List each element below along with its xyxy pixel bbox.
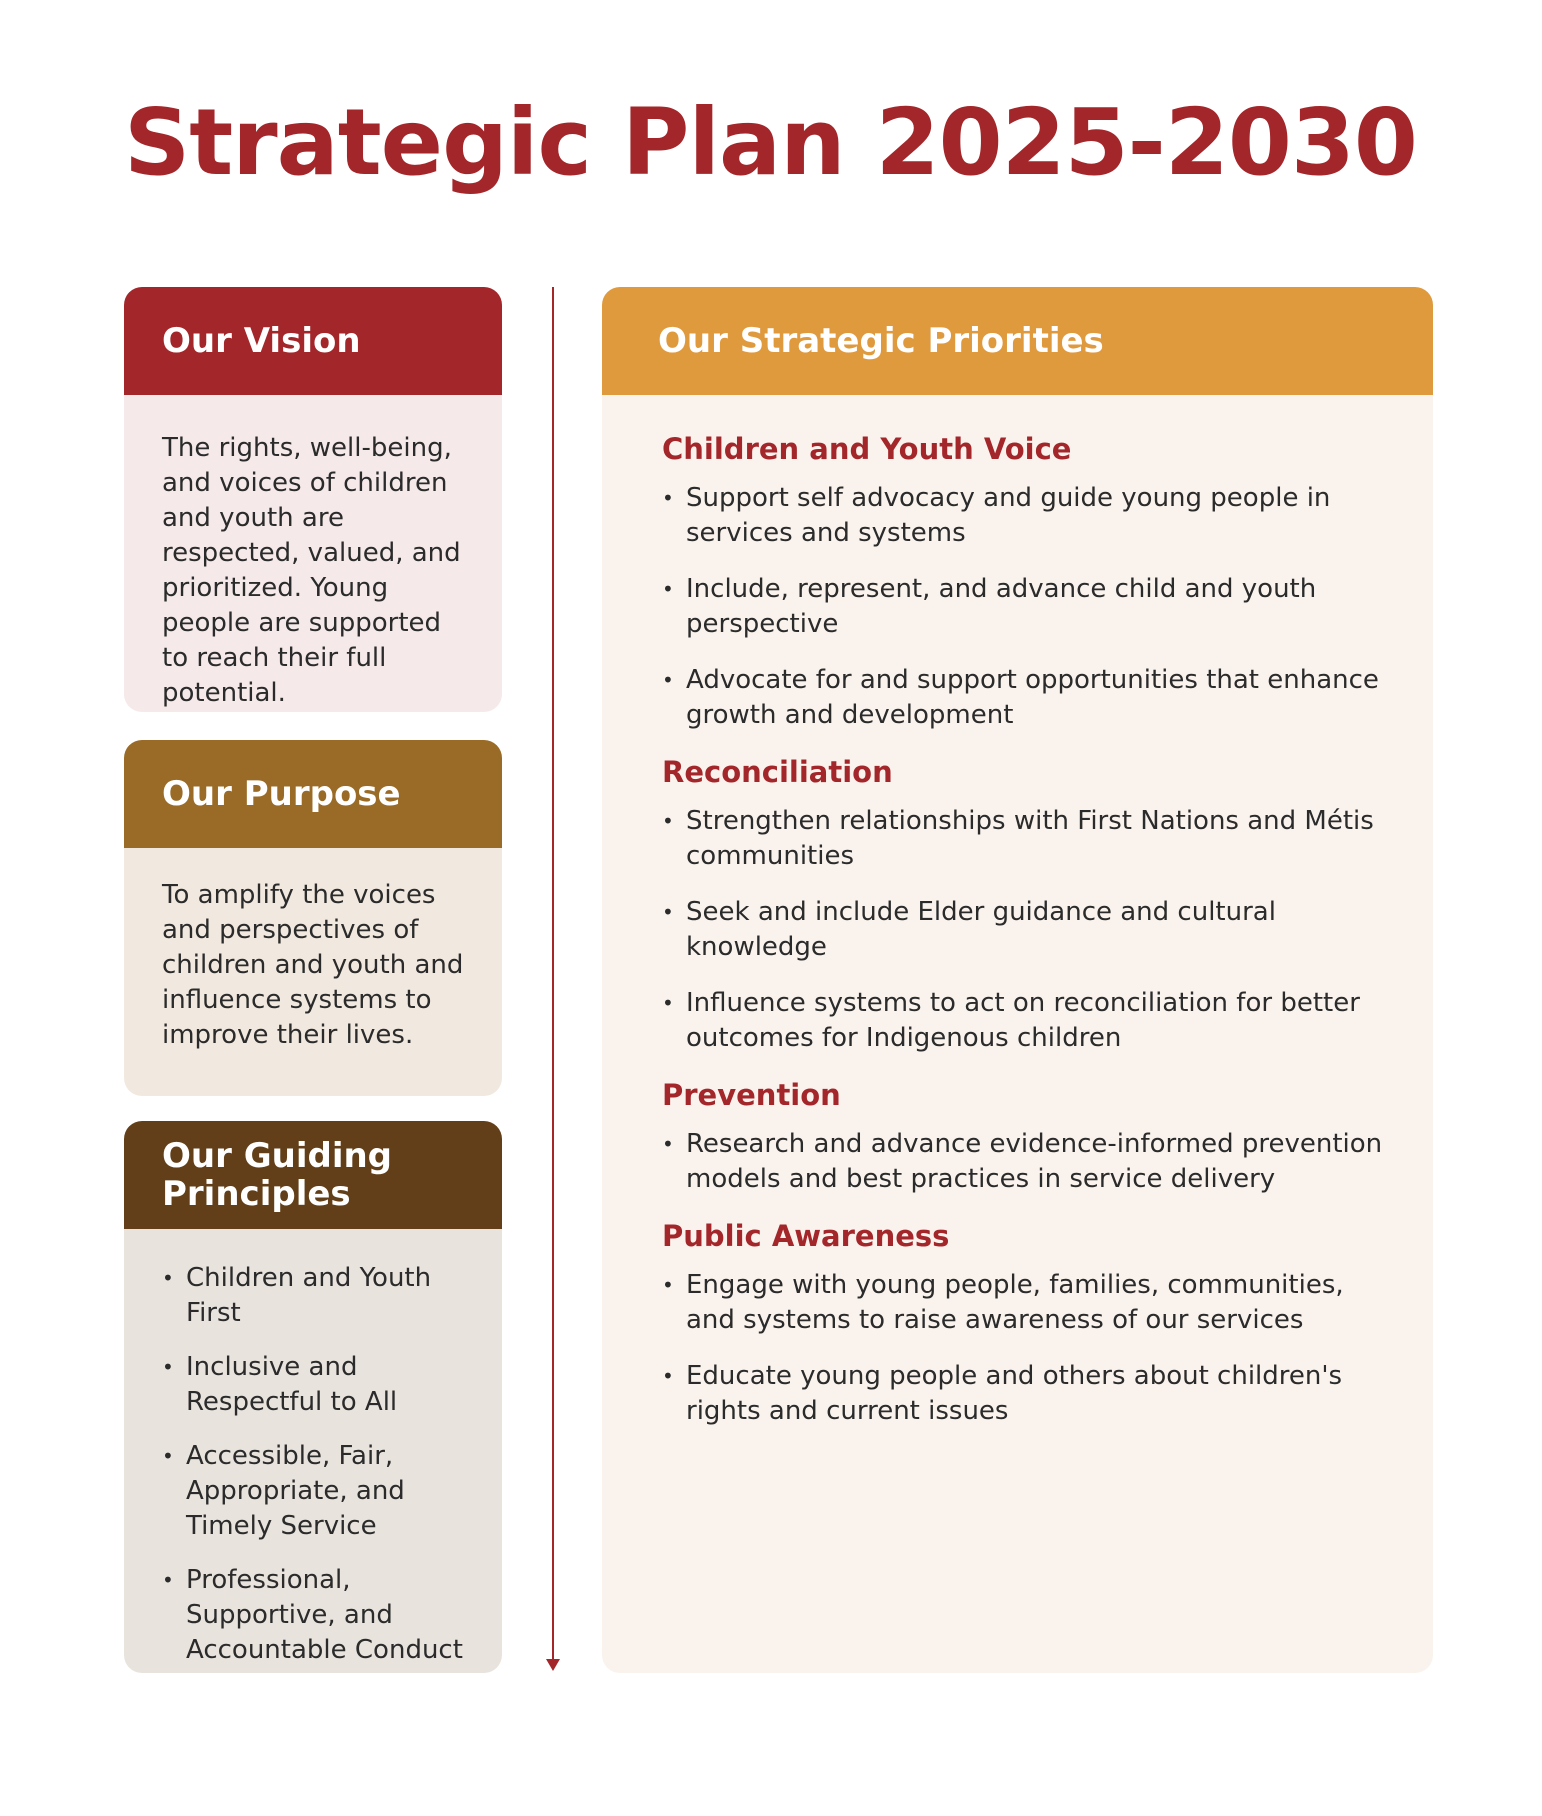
bullet-icon: • — [662, 900, 674, 924]
bullet-icon: • — [662, 577, 674, 601]
priority-item — [662, 986, 1393, 1056]
principle-text: Children and Youth First — [186, 1263, 432, 1328]
priority-text: Educate young people and others about children's rights and current issues — [686, 1361, 1343, 1426]
purpose-heading: Our Purpose — [124, 740, 502, 848]
priority-item — [662, 481, 1393, 551]
priority-list — [662, 481, 1393, 733]
bullet-icon: • — [662, 991, 674, 1015]
priority-section-children-youth-voice — [662, 431, 1393, 733]
priority-list — [662, 1268, 1393, 1429]
priority-item — [662, 1127, 1393, 1197]
principle-text: Inclusive and Respectful to All — [186, 1352, 398, 1417]
vision-text: The rights, well-being, and voices of children and youth are respected, valued, and prioritized. Young people are supported to reach their full potential. — [124, 395, 502, 712]
bullet-icon: • — [662, 809, 674, 833]
arrow-down-icon — [546, 1659, 560, 1671]
principles-heading: Our Guiding Principles — [124, 1121, 502, 1229]
page-title: Strategic Plan 2025-2030 — [124, 89, 1417, 196]
bullet-icon: • — [662, 1273, 674, 1297]
priority-heading: Children and Youth Voice — [662, 432, 1072, 466]
principle-item — [162, 1350, 476, 1420]
bullet-icon: • — [662, 486, 674, 510]
priority-item — [662, 1268, 1393, 1338]
principle-text: Professional, Supportive, and Accountable Conduct — [186, 1565, 463, 1665]
priority-text: Strengthen relationships with First Nations and Métis communities — [686, 806, 1374, 871]
priority-item — [662, 1359, 1393, 1429]
priority-item — [662, 572, 1393, 642]
bullet-icon: • — [162, 1568, 174, 1592]
bullet-icon: • — [162, 1266, 174, 1290]
priority-item — [662, 804, 1393, 874]
priority-text: Support self advocacy and guide young people in services and systems — [686, 483, 1331, 548]
vision-card — [124, 287, 502, 712]
priority-section-prevention — [662, 1077, 1393, 1197]
priority-item — [662, 663, 1393, 733]
purpose-text: To amplify the voices and perspectives of children and youth and influence systems to improve their lives. — [124, 848, 502, 1096]
priorities-body — [602, 395, 1433, 1673]
purpose-card — [124, 740, 502, 1096]
principles-body — [124, 1229, 502, 1673]
priority-text: Include, represent, and advance child and youth perspective — [686, 574, 1317, 639]
priority-text: Advocate for and support opportunities that enhance growth and development — [686, 665, 1379, 730]
priority-heading: Prevention — [662, 1078, 841, 1112]
priority-list — [662, 804, 1393, 1056]
priority-section-public-awareness — [662, 1218, 1393, 1429]
priorities-heading: Our Strategic Priorities — [602, 287, 1433, 395]
priority-heading: Reconciliation — [662, 755, 893, 789]
principle-item — [162, 1563, 476, 1668]
priority-text: Research and advance evidence-informed prevention models and best practices in service delivery — [686, 1129, 1383, 1194]
bullet-icon: • — [662, 1364, 674, 1388]
divider-line — [552, 287, 554, 1659]
principle-text: Accessible, Fair, Appropriate, and Timely Service — [186, 1441, 405, 1541]
bullet-icon: • — [162, 1355, 174, 1379]
principles-card — [124, 1121, 502, 1673]
priority-item — [662, 895, 1393, 965]
principle-item — [162, 1439, 476, 1544]
bullet-icon: • — [662, 668, 674, 692]
vision-heading: Our Vision — [124, 287, 502, 395]
priorities-card — [602, 287, 1433, 1673]
priority-list — [662, 1127, 1393, 1197]
bullet-icon: • — [662, 1132, 674, 1156]
priority-section-reconciliation — [662, 754, 1393, 1056]
priority-heading: Public Awareness — [662, 1219, 950, 1253]
bullet-icon: • — [162, 1444, 174, 1468]
principles-list — [162, 1261, 476, 1668]
priority-text: Seek and include Elder guidance and cultural knowledge — [686, 897, 1276, 962]
priority-text: Engage with young people, families, communities, and systems to raise awareness of our services — [686, 1270, 1344, 1335]
principle-item — [162, 1261, 476, 1331]
priority-text: Influence systems to act on reconciliation for better outcomes for Indigenous children — [686, 988, 1360, 1053]
